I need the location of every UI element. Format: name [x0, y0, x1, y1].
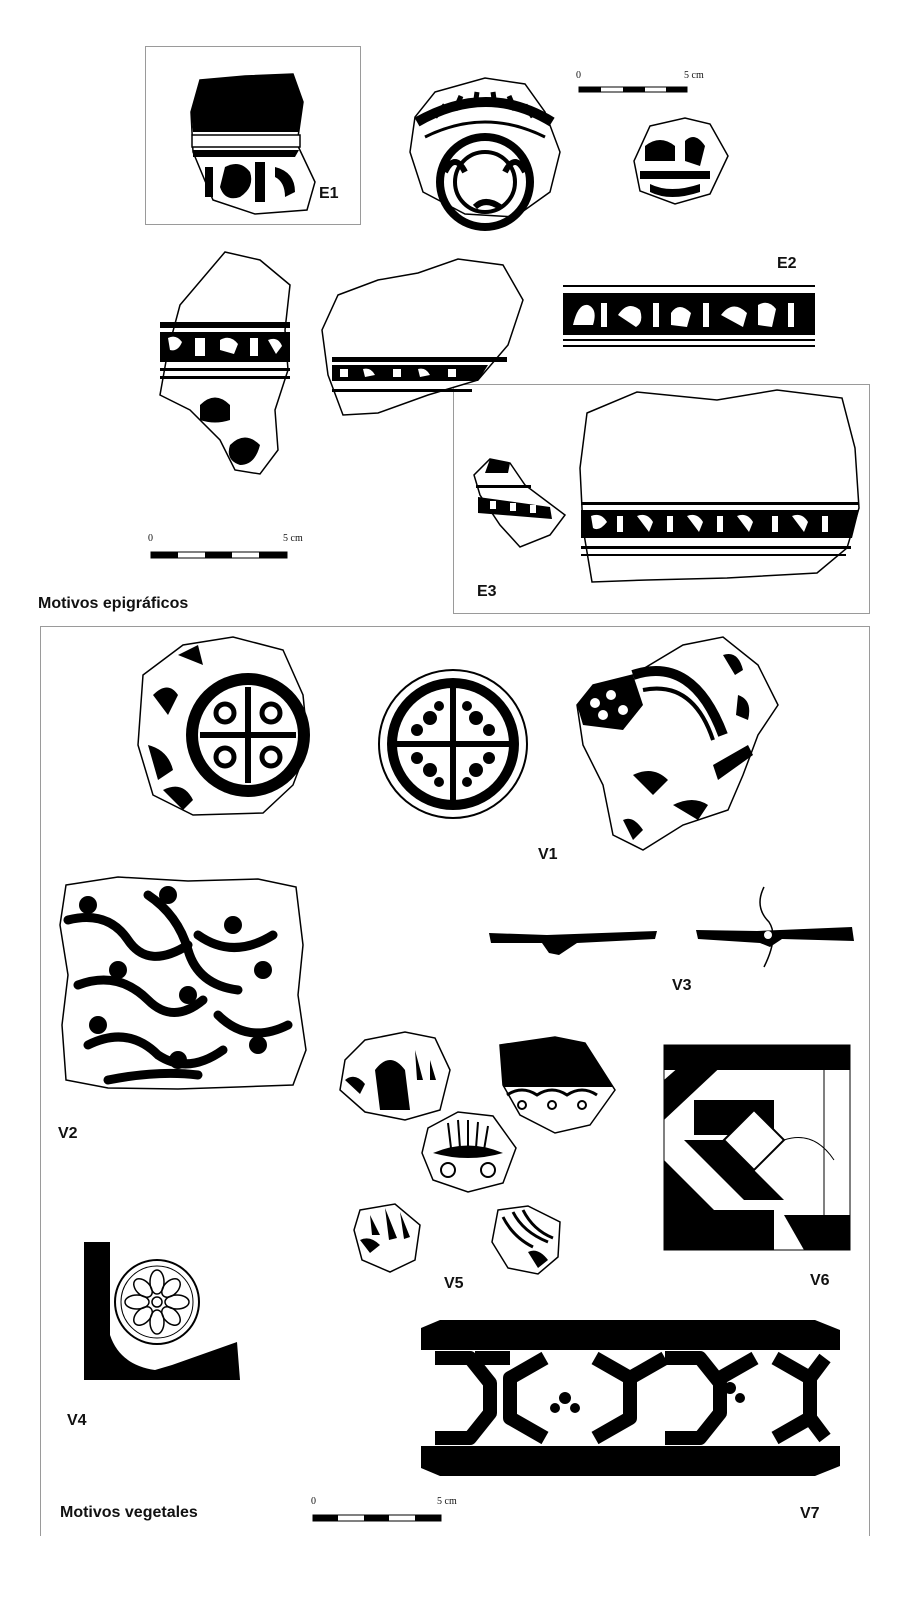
v1-rosette	[375, 668, 531, 820]
scale-bar-bottom	[312, 1511, 444, 1525]
v2-sherd	[58, 875, 308, 1090]
scale-middle-zero: 0	[148, 533, 153, 544]
v3-stem-left	[487, 925, 659, 961]
label-v4: V4	[67, 1412, 87, 1429]
e1-sherd-round	[405, 72, 565, 222]
e1-sherd	[185, 72, 320, 217]
section-title-epigraphic: Motivos epigráficos	[38, 595, 189, 612]
e3-sherd-large	[577, 388, 862, 586]
v4-motif	[82, 1240, 242, 1382]
v7-frieze	[415, 1318, 843, 1478]
scale-bar-top	[578, 82, 688, 96]
label-v5: V5	[444, 1275, 464, 1292]
v5-sherd-c	[418, 1108, 518, 1193]
v1-sherd-left	[133, 635, 313, 817]
scale-top-five: 5 cm	[684, 70, 704, 81]
label-v7: V7	[800, 1505, 820, 1522]
v3-stem-right	[692, 885, 857, 975]
scale-middle-five: 5 cm	[283, 533, 303, 544]
v5-sherd-d	[350, 1200, 425, 1275]
v1-sherd-right	[573, 635, 783, 853]
section-title-vegetal: Motivos vegetales	[60, 1504, 198, 1521]
e2-sherd-left	[150, 250, 300, 478]
e2-band	[563, 285, 815, 349]
e1-sherd-small	[630, 116, 730, 206]
e2-sherd-middle	[318, 255, 526, 420]
label-e2: E2	[777, 255, 797, 272]
label-v2: V2	[58, 1125, 78, 1142]
v6-panel	[664, 1040, 854, 1252]
label-v3: V3	[672, 977, 692, 994]
scale-bottom-five: 5 cm	[437, 1496, 457, 1507]
e3-sherd-small	[470, 455, 570, 550]
label-v6: V6	[810, 1272, 830, 1289]
label-v1: V1	[538, 846, 558, 863]
label-e1: E1	[319, 185, 339, 202]
v5-sherd-e	[488, 1202, 566, 1277]
scale-bar-middle	[150, 548, 290, 562]
scale-top-zero: 0	[576, 70, 581, 81]
scale-bottom-zero: 0	[311, 1496, 316, 1507]
label-e3: E3	[477, 583, 497, 600]
